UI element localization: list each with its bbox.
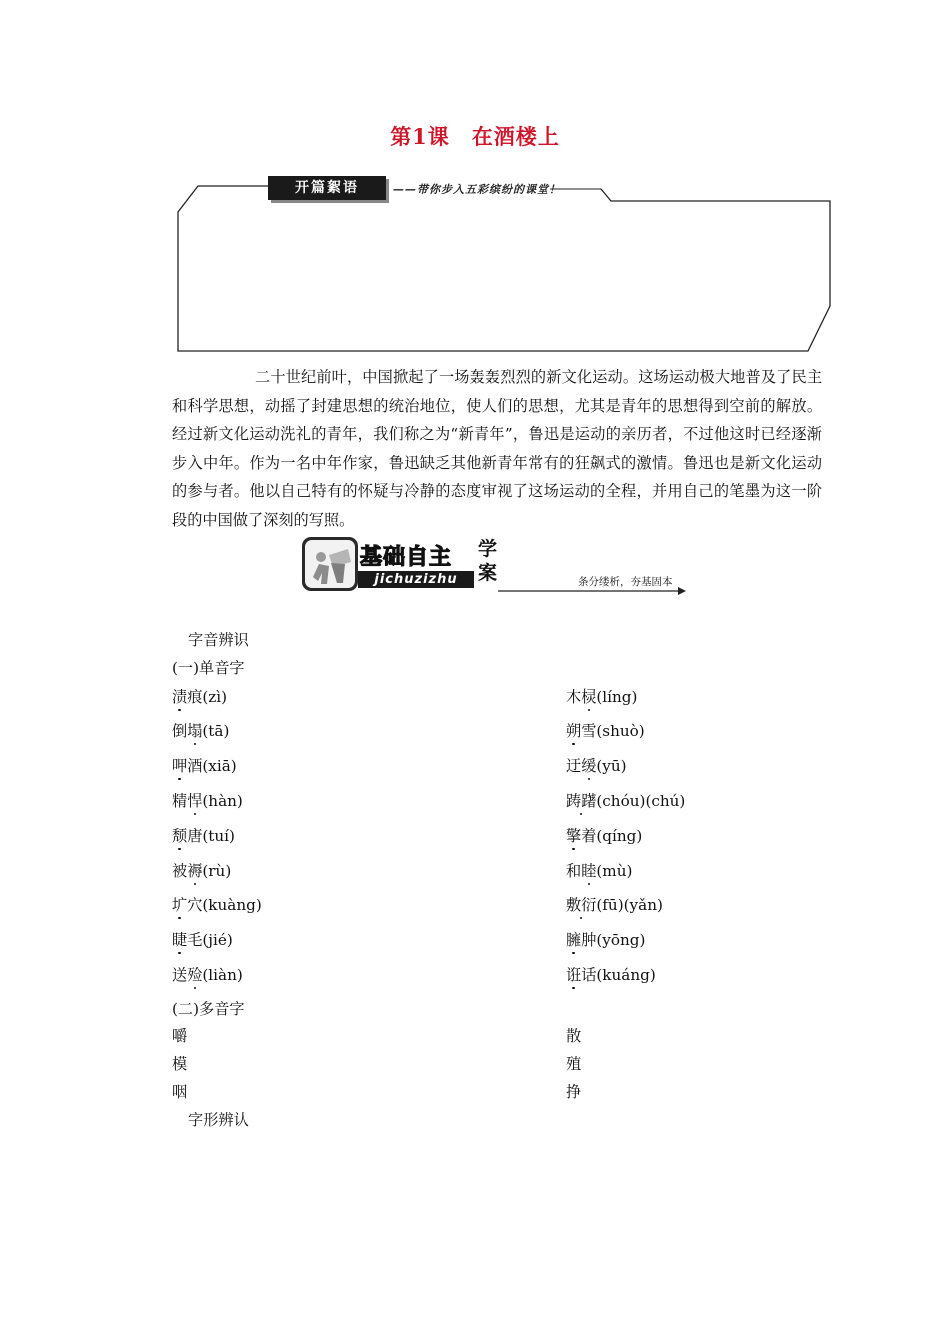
word-item: 被褥(rù) <box>172 862 232 880</box>
word-item: 睫毛(jié) <box>172 931 233 949</box>
section-heading-glyph: 字形辨认 <box>188 1111 249 1129</box>
lesson-title: 第1课 在酒楼上 <box>390 124 560 149</box>
word-item: 渍痕(zì) <box>172 688 228 706</box>
word-item: 敷衍(fū)(yǎn) <box>566 896 663 914</box>
word-item: 送殓(liàn) <box>172 966 243 984</box>
study-banner-pinyin: jichuzizhu <box>358 571 474 588</box>
study-banner-subtitle: 条分缕析，夯基固本 <box>578 576 673 588</box>
word-item: 挣 <box>566 1083 582 1101</box>
word-item: 倒塌(tā) <box>172 722 230 740</box>
word-item: 擎着(qíng) <box>566 827 643 845</box>
word-item: 圹穴(kuàng) <box>172 896 262 914</box>
word-item: 木棂(líng) <box>566 688 638 706</box>
word-item: 咽 <box>172 1083 188 1101</box>
intro-paragraph: 二十世纪前叶，中国掀起了一场轰轰烈烈的新文化运动。这场运动极大地普及了民主和科学思想，动摇了封建思想的统治地位，使人们的思想，尤其是青年的思想得到空前的解放。经过新文化运动洗礼的青年，我们称之为“新青年”，鲁迅是运动的亲历者，不过他这时已经逐渐步入中年。作为一名中年作家，鲁迅缺乏其他新青年常有的狂飙式的激情。鲁迅也是新文化运动的参与者。他以自己特有的怀疑与冷静的态度审视了这场运动的全程，并用自己的笔墨为这一阶段的中国做了深刻的写照。 <box>172 368 822 529</box>
word-item: 踌躇(chóu)(chú) <box>566 792 686 810</box>
word-item: 呷酒(xiā) <box>172 757 237 775</box>
word-item: 模 <box>172 1055 188 1073</box>
study-banner-title: 基础自主 <box>360 545 453 570</box>
word-item: 殖 <box>566 1055 582 1073</box>
subheading-multi: (二)多音字 <box>172 1000 245 1018</box>
section-banner-subtitle: ——带你步入五彩缤纷的课堂！ <box>393 183 561 196</box>
study-banner-side: 学案 <box>478 538 498 584</box>
word-item: 散 <box>566 1027 582 1045</box>
word-item: 精悍(hàn) <box>172 792 243 810</box>
word-item: 和睦(mù) <box>566 862 633 880</box>
word-item: 颓唐(tuí) <box>172 827 235 845</box>
word-item: 臃肿(yōng) <box>566 931 646 949</box>
section-banner-open: 开篇絮语 <box>268 176 386 200</box>
word-item: 朔雪(shuò) <box>566 722 645 740</box>
word-item: 迂缓(yū) <box>566 757 627 775</box>
section-heading-pronunciation: 字音辨识 <box>188 631 249 649</box>
word-item: 诳话(kuáng) <box>566 966 656 984</box>
word-item: 嚼 <box>172 1027 188 1045</box>
subheading-single: (一)单音字 <box>172 659 245 677</box>
